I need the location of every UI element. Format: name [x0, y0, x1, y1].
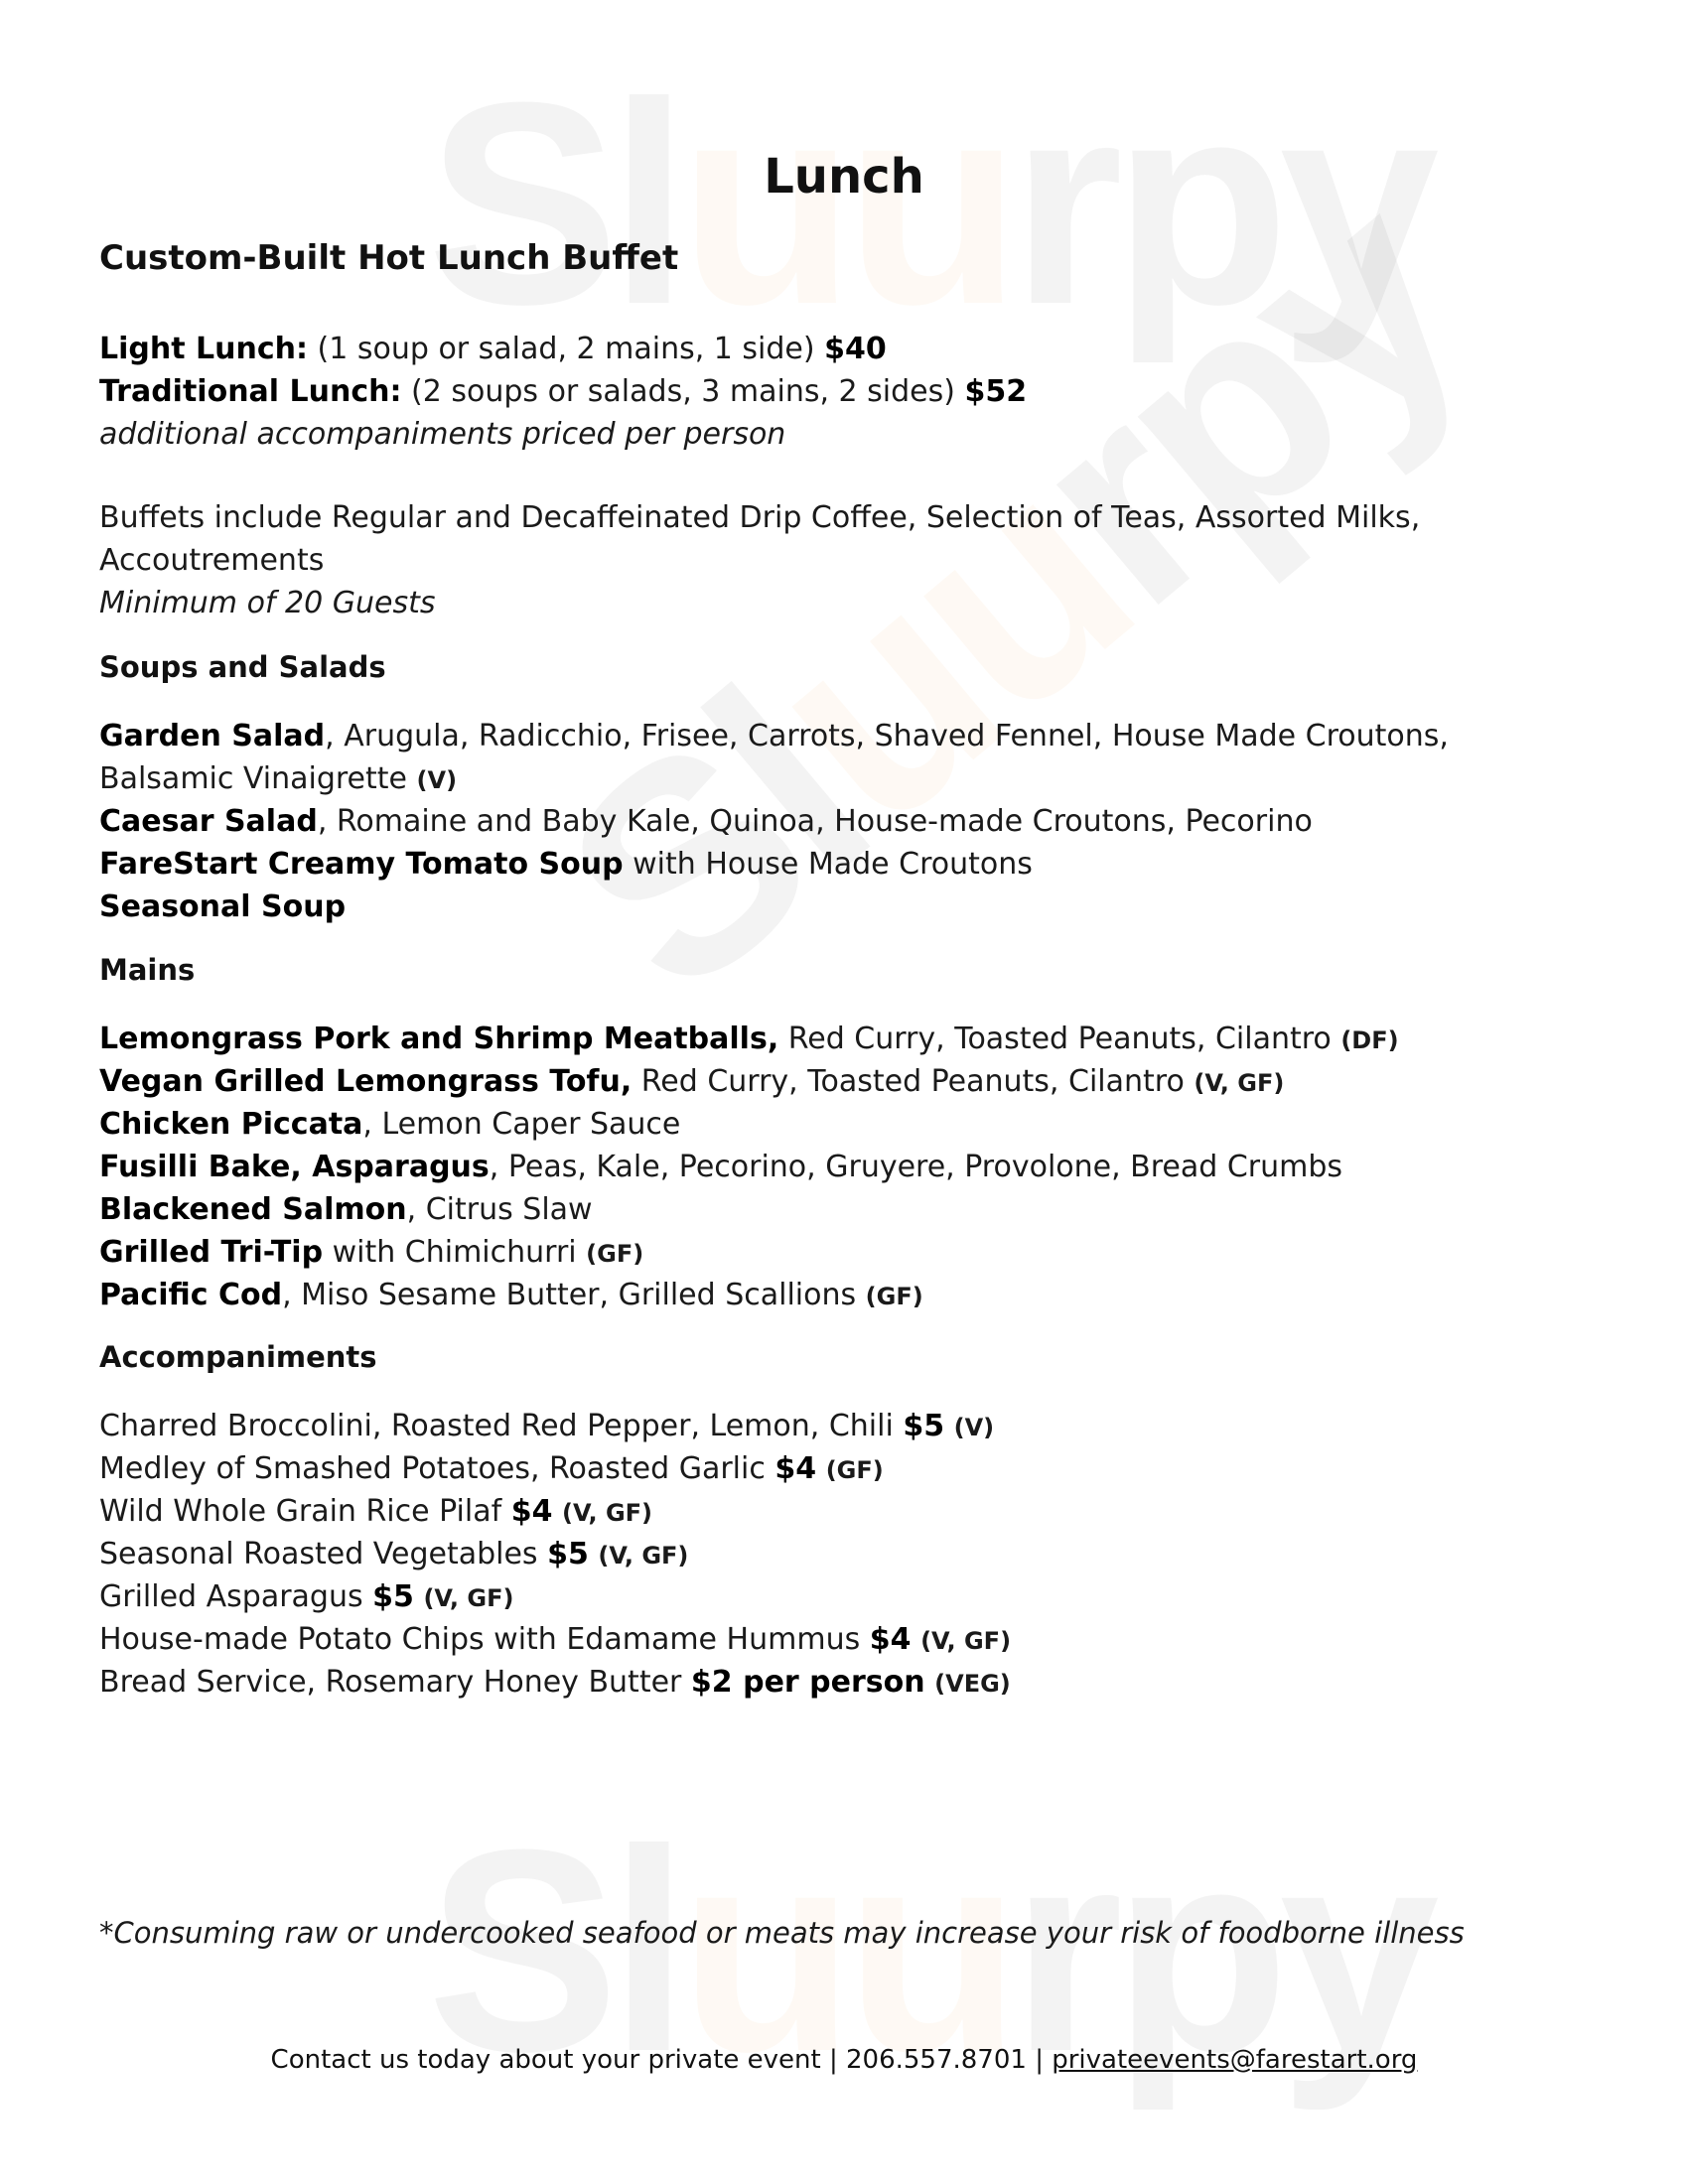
diet-tag: (V, GF) — [423, 1584, 514, 1612]
diet-tag: (VEG) — [934, 1670, 1011, 1698]
menu-item — [99, 886, 346, 928]
section-heading-soups-salads: Soups and Salads — [99, 650, 386, 684]
item-desc: , Miso Sesame Butter, Grilled Scallions — [282, 1278, 866, 1312]
item-price: $5 — [547, 1537, 589, 1571]
item-desc: , Romaine and Baby Kale, Quinoa, House-made Croutons, Pecorino — [317, 804, 1313, 839]
menu-item — [99, 1575, 513, 1620]
section-title: Custom-Built Hot Lunch Buffet — [99, 238, 679, 278]
pricing-price: $52 — [964, 374, 1028, 409]
diet-tag: (GF) — [865, 1283, 923, 1310]
item-desc: , Lemon Caper Sauce — [362, 1107, 681, 1142]
diet-tag: (V) — [953, 1414, 995, 1441]
item-desc: Bread Service, Rosemary Honey Butter — [99, 1665, 691, 1700]
includes-text: Buffets include Regular and Decaffeinated Drip Coffee, Selection of Teas, Assorted Milks, Accoutrements — [99, 500, 1421, 578]
diet-tag: (V, GF) — [598, 1542, 689, 1570]
menu-item — [99, 1060, 1284, 1105]
contact-footer — [99, 2045, 1589, 2075]
menu-item — [99, 843, 1033, 886]
pricing-name: Traditional Lunch: — [99, 374, 402, 409]
food-safety-notice: *Consuming raw or undercooked seafood or meats may increase your risk of foodborne illness — [99, 1916, 1465, 1950]
menu-item — [99, 1661, 1011, 1706]
pricing-line — [99, 370, 1027, 413]
item-desc: , Citrus Slaw — [406, 1192, 593, 1227]
menu-item — [99, 1447, 884, 1492]
item-name: Vegan Grilled Lemongrass Tofu, — [99, 1064, 633, 1099]
diet-tag: (V) — [416, 766, 458, 794]
item-price: $5 — [372, 1579, 414, 1614]
menu-item — [99, 1405, 994, 1449]
menu-item — [99, 1018, 1399, 1062]
menu-item — [99, 1618, 1011, 1663]
minimum-note: Minimum of 20 Guests — [99, 586, 436, 620]
item-price: $4 — [510, 1494, 553, 1529]
item-desc: with Chimichurri — [323, 1235, 587, 1270]
item-price: $4 — [774, 1451, 817, 1486]
item-desc: Charred Broccolini, Roasted Red Pepper, Lemon, Chili — [99, 1409, 904, 1443]
menu-item — [99, 1146, 1342, 1188]
item-price: $2 per person — [690, 1665, 925, 1700]
item-desc: , Arugula, Radicchio, Frisee, Carrots, Shaved Fennel, House Made Croutons, Balsamic Vinaigrette — [99, 719, 1449, 796]
item-desc: House-made Potato Chips with Edamame Hummus — [99, 1622, 870, 1657]
menu-item — [99, 1490, 652, 1535]
item-price: $4 — [869, 1622, 912, 1657]
section-heading-mains: Mains — [99, 953, 196, 987]
menu-item — [99, 1231, 643, 1276]
contact-text: Contact us today about your private event | 206.557.8701 | — [270, 2045, 1053, 2075]
item-name: Lemongrass Pork and Shrimp Meatballs, — [99, 1022, 779, 1056]
item-price: $5 — [903, 1409, 945, 1443]
item-desc: with House Made Croutons — [623, 847, 1033, 882]
item-name: Blackened Salmon — [99, 1192, 407, 1227]
pricing-line — [99, 328, 887, 370]
pricing-name: Light Lunch: — [99, 332, 308, 366]
pricing-note: additional accompaniments priced per person — [99, 417, 786, 452]
item-name: FareStart Creamy Tomato Soup — [99, 847, 624, 882]
page-title: Lunch — [764, 149, 924, 205]
item-name: Chicken Piccata — [99, 1107, 363, 1142]
item-desc: , Peas, Kale, Pecorino, Gruyere, Provolone, Bread Crumbs — [489, 1150, 1343, 1184]
diet-tag: (V, GF) — [920, 1627, 1012, 1655]
item-name: Grilled Tri-Tip — [99, 1235, 324, 1270]
item-desc: Red Curry, Toasted Peanuts, Cilantro — [632, 1064, 1195, 1099]
email-link[interactable]: privateevents@farestart.org — [1052, 2045, 1418, 2075]
menu-item — [99, 715, 1589, 802]
diet-tag: (GF) — [586, 1240, 644, 1268]
item-desc: Wild Whole Grain Rice Pilaf — [99, 1494, 511, 1529]
diet-tag: (V, GF) — [562, 1499, 652, 1527]
pricing-price: $40 — [824, 332, 887, 366]
item-desc: Seasonal Roasted Vegetables — [99, 1537, 548, 1571]
item-desc: Grilled Asparagus — [99, 1579, 373, 1614]
pricing-detail: (1 soup or salad, 2 mains, 1 side) — [308, 332, 825, 366]
item-name: Caesar Salad — [99, 804, 318, 839]
diet-tag: (GF) — [825, 1456, 884, 1484]
menu-item — [99, 800, 1313, 843]
diet-tag: (DF) — [1340, 1026, 1399, 1054]
menu-item — [99, 1188, 593, 1231]
menu-item — [99, 1533, 688, 1577]
section-heading-accompaniments: Accompaniments — [99, 1340, 377, 1374]
item-name: Pacific Cod — [99, 1278, 283, 1312]
menu-item — [99, 1103, 680, 1146]
item-desc: Red Curry, Toasted Peanuts, Cilantro — [778, 1022, 1341, 1056]
item-name: Fusilli Bake, Asparagus — [99, 1150, 490, 1184]
pricing-detail: (2 soups or salads, 3 mains, 2 sides) — [401, 374, 965, 409]
item-desc: Medley of Smashed Potatoes, Roasted Garlic — [99, 1451, 775, 1486]
item-name: Seasonal Soup — [99, 889, 347, 924]
diet-tag: (V, GF) — [1194, 1069, 1285, 1097]
menu-item — [99, 1274, 923, 1318]
item-name: Garden Salad — [99, 719, 326, 753]
